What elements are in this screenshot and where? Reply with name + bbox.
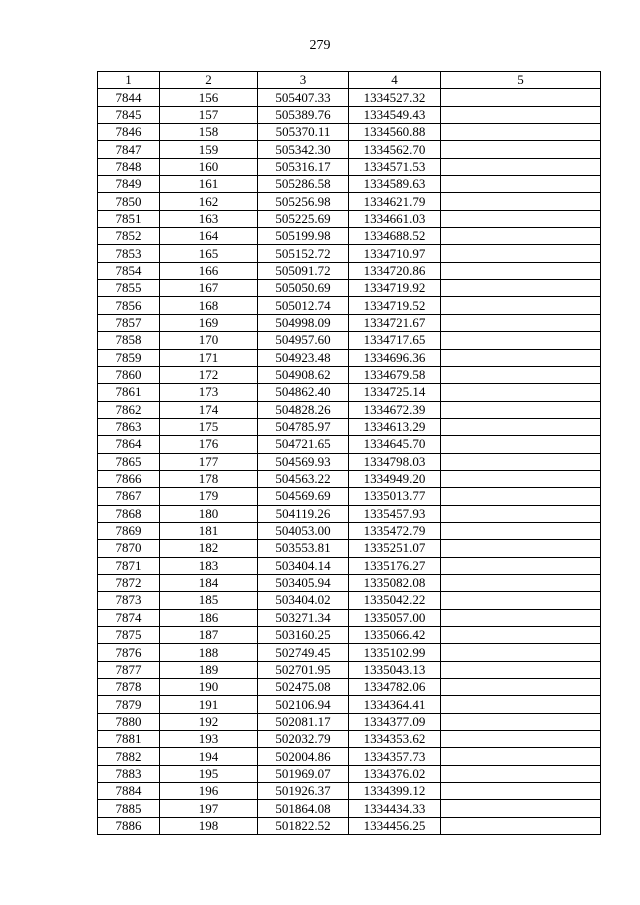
table-cell: 501864.08 xyxy=(258,800,349,817)
table-cell: 7879 xyxy=(98,696,160,713)
table-cell: 1334399.12 xyxy=(349,783,441,800)
table-cell: 196 xyxy=(160,783,258,800)
table-cell: 505152.72 xyxy=(258,245,349,262)
table-cell: 505342.30 xyxy=(258,141,349,158)
table-cell: 505316.17 xyxy=(258,158,349,175)
table-cell: 187 xyxy=(160,627,258,644)
table-cell: 1334710.97 xyxy=(349,245,441,262)
table-cell: 163 xyxy=(160,210,258,227)
table-row xyxy=(98,228,601,245)
table-cell: 1334621.79 xyxy=(349,193,441,210)
table-row xyxy=(98,384,601,401)
table-row xyxy=(98,106,601,123)
table-cell: 7865 xyxy=(98,453,160,470)
table-cell: 1334589.63 xyxy=(349,176,441,193)
column-header: 1 xyxy=(98,72,160,89)
table-cell: 7876 xyxy=(98,644,160,661)
table-cell: 7849 xyxy=(98,176,160,193)
table-row xyxy=(98,453,601,470)
table-row xyxy=(98,522,601,539)
table-cell: 505407.33 xyxy=(258,89,349,106)
table-cell xyxy=(441,401,601,418)
table-row xyxy=(98,609,601,626)
table-cell: 504721.65 xyxy=(258,436,349,453)
table-cell: 7855 xyxy=(98,280,160,297)
table-cell xyxy=(441,592,601,609)
table-cell: 1334721.67 xyxy=(349,314,441,331)
table-cell: 7871 xyxy=(98,557,160,574)
table-cell: 172 xyxy=(160,366,258,383)
table-cell xyxy=(441,644,601,661)
table-cell xyxy=(441,453,601,470)
table-row xyxy=(98,124,601,141)
table-cell: 185 xyxy=(160,592,258,609)
table-cell: 7846 xyxy=(98,124,160,141)
table-row xyxy=(98,193,601,210)
table-cell xyxy=(441,505,601,522)
table-cell: 7878 xyxy=(98,679,160,696)
table-cell: 158 xyxy=(160,124,258,141)
table-row xyxy=(98,314,601,331)
table-cell: 504828.26 xyxy=(258,401,349,418)
table-cell: 7853 xyxy=(98,245,160,262)
table-cell xyxy=(441,141,601,158)
table-cell: 189 xyxy=(160,661,258,678)
table-cell: 502701.95 xyxy=(258,661,349,678)
column-header: 2 xyxy=(160,72,258,89)
table-cell: 1334782.06 xyxy=(349,679,441,696)
table-cell xyxy=(441,661,601,678)
table-cell: 7857 xyxy=(98,314,160,331)
table-cell: 1334456.25 xyxy=(349,817,441,834)
table-cell xyxy=(441,783,601,800)
table-cell: 7884 xyxy=(98,783,160,800)
table-row xyxy=(98,176,601,193)
table-cell: 1334661.03 xyxy=(349,210,441,227)
table-cell: 184 xyxy=(160,574,258,591)
table-cell: 501822.52 xyxy=(258,817,349,834)
table-cell: 183 xyxy=(160,557,258,574)
table-cell: 7848 xyxy=(98,158,160,175)
table-row xyxy=(98,366,601,383)
table-cell xyxy=(441,228,601,245)
table-cell: 7858 xyxy=(98,332,160,349)
table-cell xyxy=(441,522,601,539)
table-cell xyxy=(441,679,601,696)
table-cell: 7885 xyxy=(98,800,160,817)
table-cell: 503404.14 xyxy=(258,557,349,574)
table-row xyxy=(98,696,601,713)
table-row xyxy=(98,661,601,678)
table-cell: 1334717.65 xyxy=(349,332,441,349)
table-cell xyxy=(441,627,601,644)
table-row xyxy=(98,574,601,591)
table-cell: 181 xyxy=(160,522,258,539)
table-row xyxy=(98,158,601,175)
table-cell xyxy=(441,765,601,782)
table-cell xyxy=(441,158,601,175)
table-cell: 1335102.99 xyxy=(349,644,441,661)
table-cell: 503271.34 xyxy=(258,609,349,626)
table-cell xyxy=(441,713,601,730)
table-cell: 503405.94 xyxy=(258,574,349,591)
table-cell: 180 xyxy=(160,505,258,522)
table-cell xyxy=(441,245,601,262)
table-row xyxy=(98,713,601,730)
table-cell: 7882 xyxy=(98,748,160,765)
table-cell: 504119.26 xyxy=(258,505,349,522)
table-cell: 1334719.92 xyxy=(349,280,441,297)
table-cell: 505389.76 xyxy=(258,106,349,123)
table-cell: 179 xyxy=(160,488,258,505)
table-row xyxy=(98,644,601,661)
table-row xyxy=(98,280,601,297)
table-cell: 1334645.70 xyxy=(349,436,441,453)
table-cell: 502032.79 xyxy=(258,731,349,748)
table-cell: 502475.08 xyxy=(258,679,349,696)
table-cell: 1334364.41 xyxy=(349,696,441,713)
table-cell: 7862 xyxy=(98,401,160,418)
table-cell: 195 xyxy=(160,765,258,782)
table-cell: 504862.40 xyxy=(258,384,349,401)
table-cell: 159 xyxy=(160,141,258,158)
table-cell: 1334434.33 xyxy=(349,800,441,817)
table-cell: 504957.60 xyxy=(258,332,349,349)
table-row xyxy=(98,418,601,435)
table-cell: 7886 xyxy=(98,817,160,834)
table-cell: 165 xyxy=(160,245,258,262)
table-row xyxy=(98,332,601,349)
table-cell: 170 xyxy=(160,332,258,349)
table-cell: 7872 xyxy=(98,574,160,591)
table-cell: 198 xyxy=(160,817,258,834)
table-body xyxy=(98,89,601,835)
table-cell xyxy=(441,89,601,106)
table-cell: 7875 xyxy=(98,627,160,644)
table-cell: 168 xyxy=(160,297,258,314)
table-cell: 182 xyxy=(160,540,258,557)
table-cell xyxy=(441,574,601,591)
table-cell: 197 xyxy=(160,800,258,817)
table-cell: 504998.09 xyxy=(258,314,349,331)
table-cell: 161 xyxy=(160,176,258,193)
table-cell: 7860 xyxy=(98,366,160,383)
table-cell: 7854 xyxy=(98,262,160,279)
table-row xyxy=(98,748,601,765)
table-cell: 503404.02 xyxy=(258,592,349,609)
table-cell: 1334679.58 xyxy=(349,366,441,383)
table-cell: 1335013.77 xyxy=(349,488,441,505)
table-cell: 504569.93 xyxy=(258,453,349,470)
table-cell: 7864 xyxy=(98,436,160,453)
table-cell: 1334720.86 xyxy=(349,262,441,279)
table-cell: 1334357.73 xyxy=(349,748,441,765)
table-cell: 167 xyxy=(160,280,258,297)
table-cell: 7867 xyxy=(98,488,160,505)
table-cell: 7866 xyxy=(98,470,160,487)
table-cell: 502106.94 xyxy=(258,696,349,713)
table-cell: 7868 xyxy=(98,505,160,522)
table-row xyxy=(98,210,601,227)
table-row xyxy=(98,349,601,366)
table-row xyxy=(98,592,601,609)
table-cell: 188 xyxy=(160,644,258,661)
table-cell: 503160.25 xyxy=(258,627,349,644)
table-cell xyxy=(441,488,601,505)
table-cell: 1334798.03 xyxy=(349,453,441,470)
table-cell: 1334719.52 xyxy=(349,297,441,314)
table-cell xyxy=(441,748,601,765)
table-cell: 1334353.62 xyxy=(349,731,441,748)
table-cell: 1335043.13 xyxy=(349,661,441,678)
table-cell: 502081.17 xyxy=(258,713,349,730)
table-cell xyxy=(441,384,601,401)
table-cell: 7850 xyxy=(98,193,160,210)
table-row xyxy=(98,540,601,557)
table-cell: 194 xyxy=(160,748,258,765)
table-cell: 7869 xyxy=(98,522,160,539)
table-cell xyxy=(441,193,601,210)
table-cell xyxy=(441,124,601,141)
table-row xyxy=(98,245,601,262)
table-cell: 1334560.88 xyxy=(349,124,441,141)
table-cell: 175 xyxy=(160,418,258,435)
table-cell: 505225.69 xyxy=(258,210,349,227)
table-cell xyxy=(441,800,601,817)
table-cell xyxy=(441,540,601,557)
table-cell: 1335457.93 xyxy=(349,505,441,522)
table-cell: 1334613.29 xyxy=(349,418,441,435)
table-cell: 1334725.14 xyxy=(349,384,441,401)
table-cell xyxy=(441,332,601,349)
table-cell: 157 xyxy=(160,106,258,123)
table-cell: 1335251.07 xyxy=(349,540,441,557)
table-cell: 7851 xyxy=(98,210,160,227)
table-cell: 503553.81 xyxy=(258,540,349,557)
table-cell xyxy=(441,280,601,297)
table-cell: 1335066.42 xyxy=(349,627,441,644)
table-cell: 169 xyxy=(160,314,258,331)
table-cell: 504785.97 xyxy=(258,418,349,435)
table-row xyxy=(98,765,601,782)
table-cell xyxy=(441,210,601,227)
table-cell: 7874 xyxy=(98,609,160,626)
table-cell: 505050.69 xyxy=(258,280,349,297)
table-cell xyxy=(441,817,601,834)
table-row xyxy=(98,262,601,279)
table-cell: 162 xyxy=(160,193,258,210)
table-cell: 171 xyxy=(160,349,258,366)
table-cell: 178 xyxy=(160,470,258,487)
coordinates-table xyxy=(97,71,601,835)
table-cell: 191 xyxy=(160,696,258,713)
table-cell: 7877 xyxy=(98,661,160,678)
table-cell: 7881 xyxy=(98,731,160,748)
table-cell: 504923.48 xyxy=(258,349,349,366)
table-cell xyxy=(441,314,601,331)
table-row xyxy=(98,401,601,418)
table-cell xyxy=(441,262,601,279)
table-cell: 504569.69 xyxy=(258,488,349,505)
table-cell: 1335042.22 xyxy=(349,592,441,609)
table-cell: 7873 xyxy=(98,592,160,609)
table-cell: 1334949.20 xyxy=(349,470,441,487)
table-cell: 1334562.70 xyxy=(349,141,441,158)
table-cell: 7847 xyxy=(98,141,160,158)
table-row xyxy=(98,817,601,834)
table-row xyxy=(98,297,601,314)
table-cell: 156 xyxy=(160,89,258,106)
table-cell: 1334377.09 xyxy=(349,713,441,730)
table-cell xyxy=(441,436,601,453)
table-cell: 192 xyxy=(160,713,258,730)
table-cell: 505370.11 xyxy=(258,124,349,141)
table-row xyxy=(98,783,601,800)
table-cell: 1334527.32 xyxy=(349,89,441,106)
table-cell: 193 xyxy=(160,731,258,748)
table-cell: 7852 xyxy=(98,228,160,245)
table-cell: 1334376.02 xyxy=(349,765,441,782)
table-row xyxy=(98,800,601,817)
table-row xyxy=(98,488,601,505)
table-row xyxy=(98,731,601,748)
table-cell xyxy=(441,418,601,435)
table-cell: 7859 xyxy=(98,349,160,366)
table-cell xyxy=(441,349,601,366)
table-row xyxy=(98,470,601,487)
table-cell: 1335176.27 xyxy=(349,557,441,574)
table-cell: 7883 xyxy=(98,765,160,782)
table-cell: 164 xyxy=(160,228,258,245)
table-cell: 504563.22 xyxy=(258,470,349,487)
table-cell: 7861 xyxy=(98,384,160,401)
table-cell: 501926.37 xyxy=(258,783,349,800)
table-row xyxy=(98,505,601,522)
table-cell xyxy=(441,557,601,574)
table-cell: 505286.58 xyxy=(258,176,349,193)
table-row xyxy=(98,89,601,106)
table-cell: 176 xyxy=(160,436,258,453)
table-cell: 504053.00 xyxy=(258,522,349,539)
table-cell: 190 xyxy=(160,679,258,696)
table-cell: 502004.86 xyxy=(258,748,349,765)
table-cell: 7863 xyxy=(98,418,160,435)
table-cell xyxy=(441,470,601,487)
table-cell: 1335472.79 xyxy=(349,522,441,539)
table-cell: 1335082.08 xyxy=(349,574,441,591)
page-number: 279 xyxy=(309,38,331,53)
table-cell xyxy=(441,366,601,383)
table-cell: 505199.98 xyxy=(258,228,349,245)
table-cell: 502749.45 xyxy=(258,644,349,661)
table-cell: 505256.98 xyxy=(258,193,349,210)
table-cell: 1334696.36 xyxy=(349,349,441,366)
table-cell: 7856 xyxy=(98,297,160,314)
table-cell xyxy=(441,297,601,314)
table-cell: 1334549.43 xyxy=(349,106,441,123)
table-cell: 160 xyxy=(160,158,258,175)
table-cell xyxy=(441,176,601,193)
table-row xyxy=(98,557,601,574)
table-cell: 1334571.53 xyxy=(349,158,441,175)
table-cell: 7870 xyxy=(98,540,160,557)
table-cell: 166 xyxy=(160,262,258,279)
table-cell: 7880 xyxy=(98,713,160,730)
table-cell: 505091.72 xyxy=(258,262,349,279)
table-cell xyxy=(441,609,601,626)
table-cell: 501969.07 xyxy=(258,765,349,782)
column-header: 3 xyxy=(258,72,349,89)
table-cell: 173 xyxy=(160,384,258,401)
table-cell: 1334672.39 xyxy=(349,401,441,418)
table-cell: 1335057.00 xyxy=(349,609,441,626)
table-row xyxy=(98,679,601,696)
column-header: 5 xyxy=(441,72,601,89)
table-cell: 505012.74 xyxy=(258,297,349,314)
table-cell: 177 xyxy=(160,453,258,470)
table-header-row xyxy=(98,72,601,89)
table-row xyxy=(98,141,601,158)
table-row xyxy=(98,436,601,453)
table-cell xyxy=(441,696,601,713)
table-cell: 7844 xyxy=(98,89,160,106)
table-cell: 1334688.52 xyxy=(349,228,441,245)
column-header: 4 xyxy=(349,72,441,89)
table-cell: 7845 xyxy=(98,106,160,123)
table-cell: 174 xyxy=(160,401,258,418)
table-row xyxy=(98,627,601,644)
table-cell xyxy=(441,106,601,123)
table-cell: 504908.62 xyxy=(258,366,349,383)
table-cell: 186 xyxy=(160,609,258,626)
table-cell xyxy=(441,731,601,748)
